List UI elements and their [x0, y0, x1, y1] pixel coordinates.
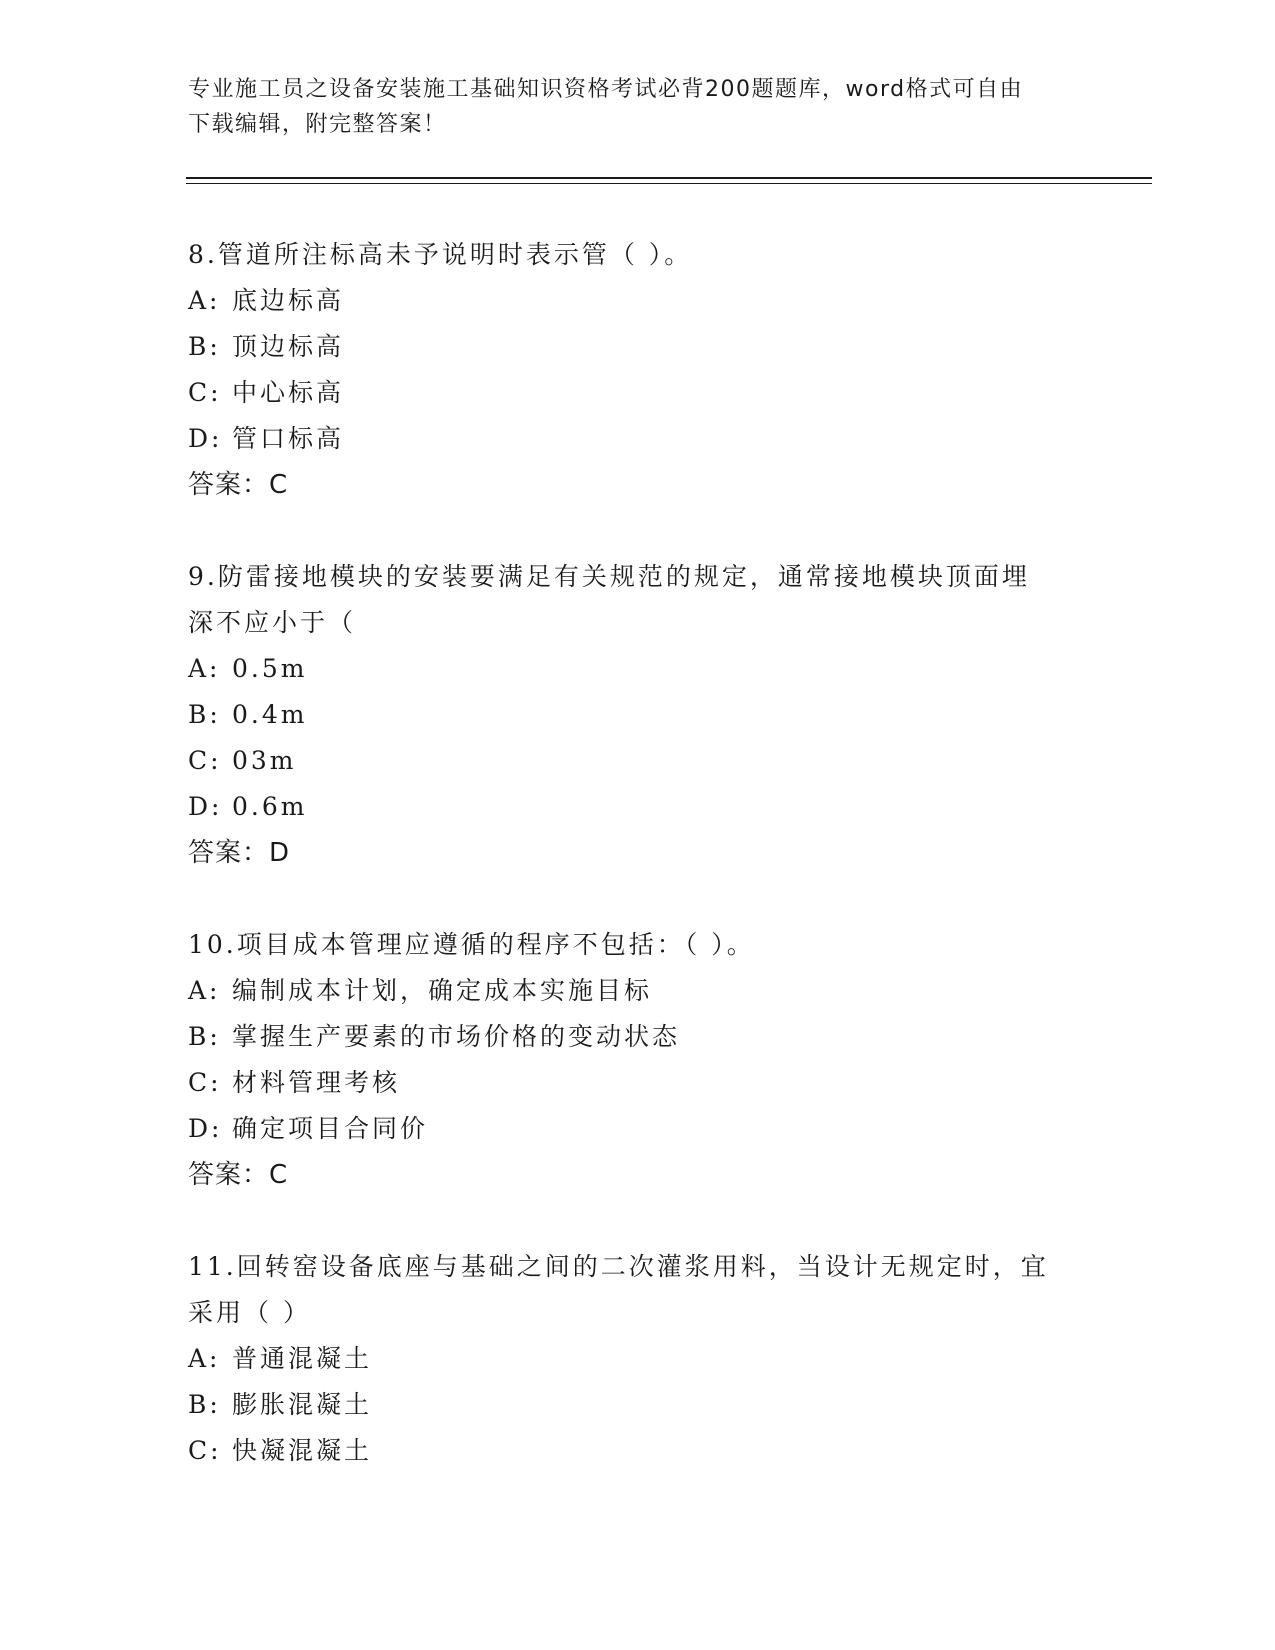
option-label: D: [188, 424, 223, 453]
question-text: 8.管道所注标高未予说明时表示管（ ）。 [188, 240, 693, 269]
question-text-continued: 采用（ ） [188, 1298, 311, 1327]
option-label: B: [188, 1022, 221, 1051]
option-text: 0.4m [232, 700, 308, 729]
option-text: 底边标高 [232, 286, 345, 315]
option-b [188, 1014, 1088, 1060]
option-text: 顶边标高 [232, 332, 345, 361]
option-text: 0.5m [232, 654, 308, 683]
option-label: C: [188, 746, 222, 775]
option-text: 确定项目合同价 [232, 1114, 429, 1143]
option-label: A: [188, 1344, 221, 1373]
option-label: C: [188, 1436, 222, 1465]
option-a [188, 646, 1088, 692]
option-text: 快凝混凝土 [232, 1436, 373, 1465]
question-text: 10.项目成本管理应遵循的程序不包括：（ ）。 [188, 930, 755, 959]
question-text: 11.回转窑设备底座与基础之间的二次灌浆用料，当设计无规定时，宜 [188, 1252, 1049, 1281]
option-label: D: [188, 1114, 223, 1143]
option-c [188, 1060, 1088, 1106]
option-c [188, 1428, 1088, 1474]
option-d [188, 416, 1088, 462]
option-text: 03m [232, 746, 297, 775]
option-label: C: [188, 1068, 222, 1097]
option-text: 0.6m [232, 792, 308, 821]
document-header [188, 72, 1088, 142]
option-label: A: [188, 654, 221, 683]
option-label: D: [188, 792, 223, 821]
option-text: 掌握生产要素的市场价格的变动状态 [232, 1022, 681, 1051]
answer-line: 答案：D [188, 838, 291, 868]
answer-line: 答案：C [188, 1160, 289, 1190]
option-label: B: [188, 332, 221, 361]
option-d [188, 1106, 1088, 1152]
question-text: 9.防雷接地模块的安装要满足有关规范的规定，通常接地模块顶面埋 [188, 562, 1030, 591]
option-text: 膨胀混凝土 [232, 1390, 373, 1419]
answer-line: 答案：C [188, 470, 289, 500]
option-label: B: [188, 1390, 221, 1419]
option-a [188, 968, 1088, 1014]
question-block [188, 232, 1088, 508]
header-line-2: 下载编辑，附完整答案！ [188, 112, 447, 137]
question-block [188, 922, 1088, 1198]
option-b [188, 1382, 1088, 1428]
question-block [188, 1244, 1088, 1474]
option-d [188, 784, 1088, 830]
option-label: A: [188, 976, 221, 1005]
option-text: 普通混凝土 [232, 1344, 373, 1373]
question-text-continued: 深不应小于（ [188, 608, 357, 637]
option-c [188, 370, 1088, 416]
header-line-1: 专业施工员之设备安装施工基础知识资格考试必背200题题库，word格式可自由 [188, 77, 1024, 102]
option-b [188, 692, 1088, 738]
question-block [188, 554, 1088, 876]
option-c [188, 738, 1088, 784]
header-rule-thick [186, 177, 1152, 179]
option-text: 管口标高 [232, 424, 345, 453]
option-b [188, 324, 1088, 370]
question-list [188, 232, 1088, 1520]
option-label: C: [188, 378, 222, 407]
option-text: 中心标高 [232, 378, 345, 407]
option-label: B: [188, 700, 221, 729]
option-a [188, 1336, 1088, 1382]
option-label: A: [188, 286, 221, 315]
option-text: 编制成本计划，确定成本实施目标 [232, 976, 653, 1005]
option-a [188, 278, 1088, 324]
option-text: 材料管理考核 [232, 1068, 401, 1097]
header-rule-thin [186, 183, 1152, 184]
